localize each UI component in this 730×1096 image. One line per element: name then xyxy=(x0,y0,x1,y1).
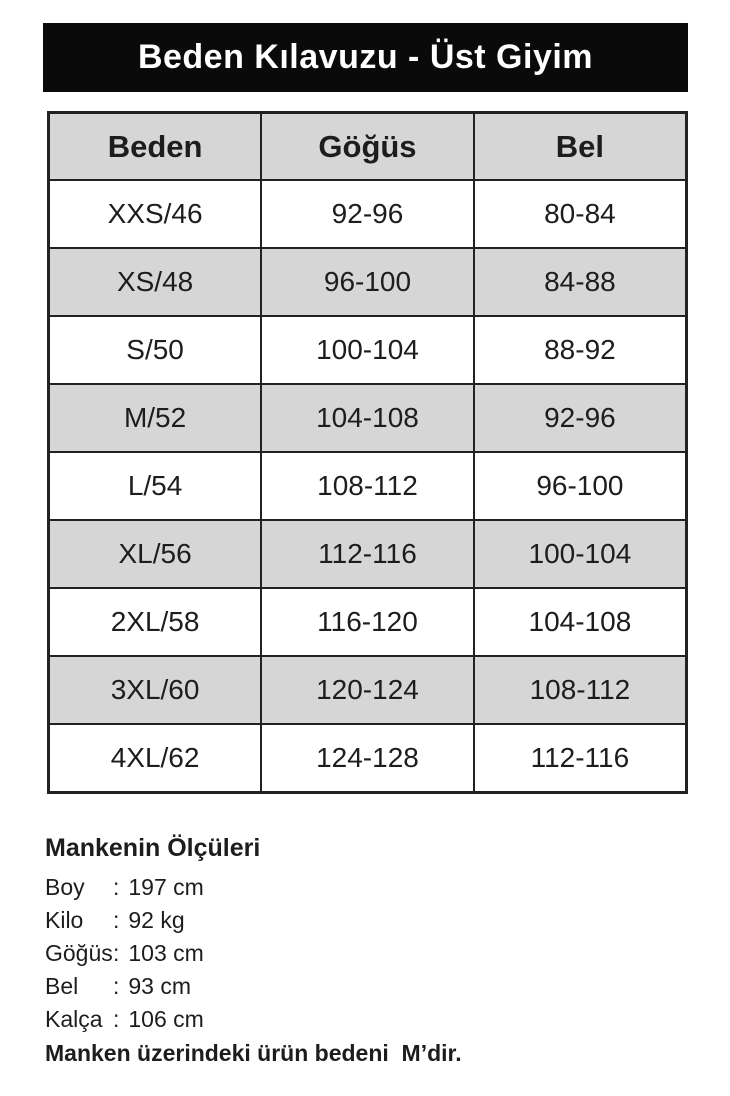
cell-bel: 96-100 xyxy=(474,452,687,520)
product-size-note: Manken üzerindeki ürün bedeni M’dir. xyxy=(45,1040,462,1066)
cell-gogus: 92-96 xyxy=(261,180,474,248)
measurement-label: Bel xyxy=(45,973,79,999)
cell-bel: 92-96 xyxy=(474,384,687,452)
cell-bel: 108-112 xyxy=(474,656,687,724)
measurement-value: 92 kg xyxy=(128,907,185,933)
cell-bel: 104-108 xyxy=(474,588,687,656)
cell-bel: 112-116 xyxy=(474,724,687,793)
column-header-gogus: Göğüs xyxy=(261,113,474,181)
measurement-value: 197 cm xyxy=(128,874,204,900)
table-row xyxy=(49,316,687,384)
table-row xyxy=(49,452,687,520)
cell-gogus: 104-108 xyxy=(261,384,474,452)
measurement-separator: : xyxy=(113,907,120,933)
page-title: Beden Kılavuzu - Üst Giyim xyxy=(137,38,594,76)
column-header-bel: Bel xyxy=(474,113,687,181)
table-row xyxy=(49,656,687,724)
measurement-separator: : xyxy=(113,940,120,966)
cell-bel: 100-104 xyxy=(474,520,687,588)
table-row xyxy=(49,180,687,248)
size-table-header-row xyxy=(49,113,687,181)
cell-beden: L/54 xyxy=(49,452,262,520)
measurement-separator: : xyxy=(113,1006,120,1032)
cell-beden: 3XL/60 xyxy=(49,656,262,724)
measurement-value: 93 cm xyxy=(128,973,192,999)
table-row xyxy=(49,520,687,588)
cell-gogus: 108-112 xyxy=(261,452,474,520)
cell-gogus: 100-104 xyxy=(261,316,474,384)
measurement-row xyxy=(45,871,462,904)
size-guide-banner xyxy=(43,23,688,92)
cell-beden: XS/48 xyxy=(49,248,262,316)
model-measurements-section xyxy=(45,834,462,1070)
table-row xyxy=(49,384,687,452)
measurement-row xyxy=(45,937,462,970)
model-measurements-title: Mankenin Ölçüleri xyxy=(45,834,261,862)
cell-gogus: 124-128 xyxy=(261,724,474,793)
cell-gogus: 120-124 xyxy=(261,656,474,724)
cell-beden: 2XL/58 xyxy=(49,588,262,656)
measurement-row xyxy=(45,970,462,1003)
cell-gogus: 112-116 xyxy=(261,520,474,588)
table-row xyxy=(49,724,687,793)
measurement-separator: : xyxy=(113,874,120,900)
measurement-separator: : xyxy=(113,973,120,999)
measurement-label: Boy xyxy=(45,874,85,900)
measurement-label: Göğüs xyxy=(45,940,113,966)
size-table xyxy=(47,111,688,794)
measurement-row xyxy=(45,904,462,937)
cell-bel: 84-88 xyxy=(474,248,687,316)
cell-bel: 88-92 xyxy=(474,316,687,384)
measurement-row xyxy=(45,1003,462,1036)
cell-beden: S/50 xyxy=(49,316,262,384)
cell-bel: 80-84 xyxy=(474,180,687,248)
measurement-label: Kalça xyxy=(45,1006,103,1032)
measurement-value: 106 cm xyxy=(128,1006,204,1032)
column-header-beden: Beden xyxy=(49,113,262,181)
cell-beden: XXS/46 xyxy=(49,180,262,248)
cell-beden: 4XL/62 xyxy=(49,724,262,793)
cell-beden: XL/56 xyxy=(49,520,262,588)
measurement-value: 103 cm xyxy=(128,940,204,966)
table-row xyxy=(49,248,687,316)
measurement-label: Kilo xyxy=(45,907,84,933)
table-row xyxy=(49,588,687,656)
cell-gogus: 116-120 xyxy=(261,588,474,656)
cell-gogus: 96-100 xyxy=(261,248,474,316)
cell-beden: M/52 xyxy=(49,384,262,452)
